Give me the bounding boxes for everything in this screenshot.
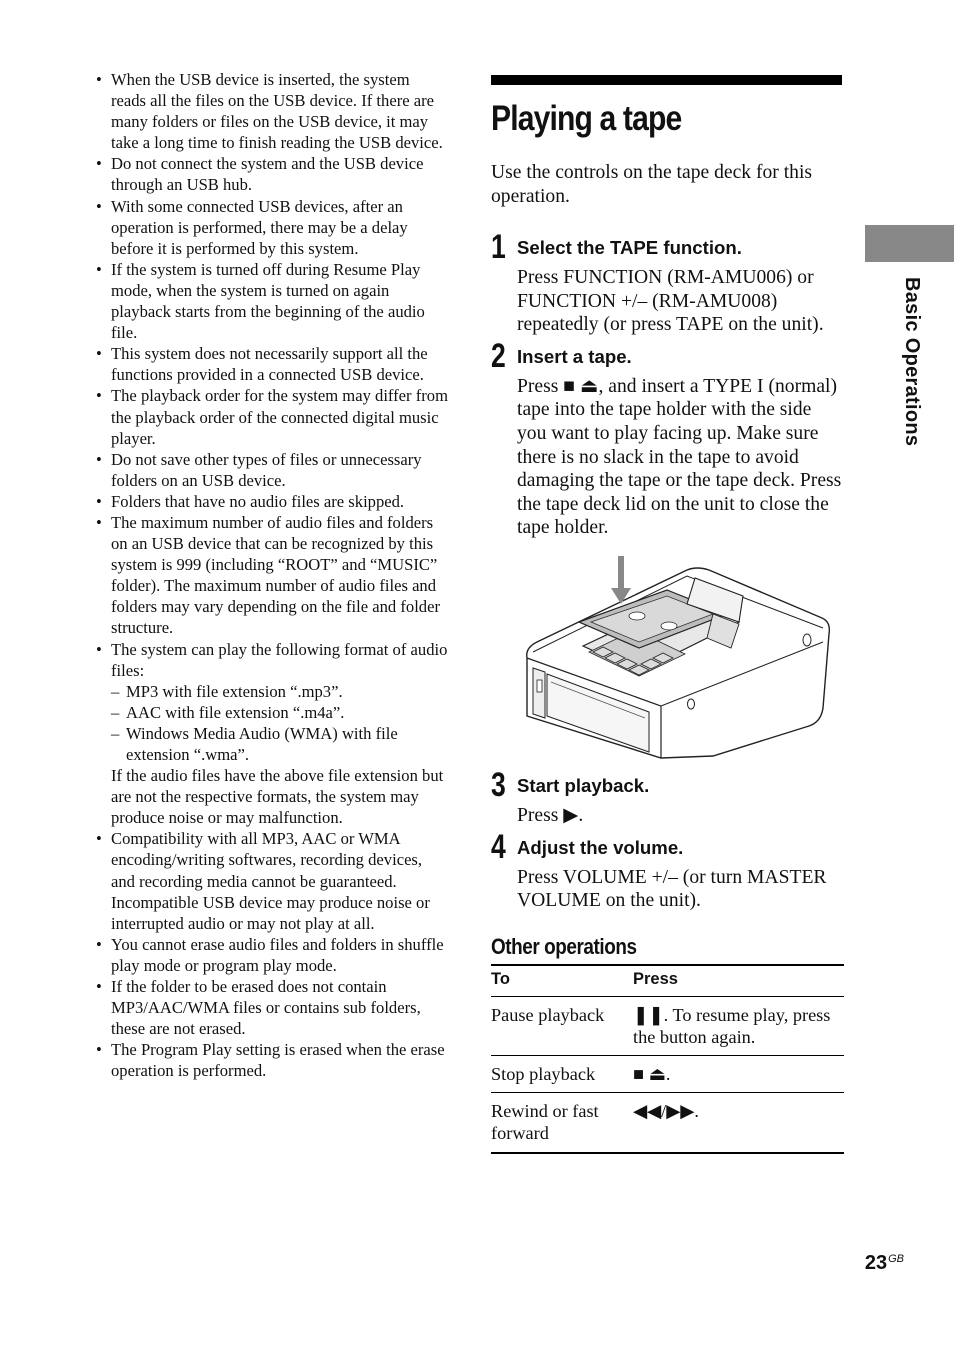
cell-to: Stop playback [491, 1055, 633, 1092]
list-item: • If the folder to be erased does not contain MP3/AAC/WMA files or contains sub folders, these are not erased. [96, 976, 448, 1039]
list-item: • The playback order for the system may differ from the playback order of the connected digital music player. [96, 385, 448, 448]
format-note: If the audio files have the above file extension but are not the respective formats, the system may produce noise or may malfunction. [111, 766, 444, 828]
step-heading: Adjust the volume. [517, 836, 684, 858]
tape-deck-illustration [517, 556, 837, 762]
list-item: • When the USB device is inserted, the system reads all the files on the USB device. If there are many folders or files on the USB device, it may take a long time to finish reading the USB device. [96, 69, 448, 153]
list-item: • Folders that have no audio files are skipped. [96, 491, 448, 512]
step-1 [491, 228, 844, 337]
format-sublist [111, 681, 448, 765]
cell-press: ■ ⏏. [633, 1055, 844, 1092]
step-heading: Start playback. [517, 774, 650, 796]
sublist-item: – Windows Media Audio (WMA) with file extension “.wma”. [111, 723, 448, 765]
table-header-row [491, 965, 844, 997]
sublist-item: – MP3 with file extension “.mp3”. [111, 681, 448, 702]
step-3 [491, 765, 844, 828]
notes-column [96, 69, 448, 1082]
section-label: Basic Operations [901, 277, 923, 447]
page-number [865, 1252, 904, 1275]
list-item: • The Program Play setting is erased when the erase operation is performed. [96, 1039, 448, 1081]
table-row [491, 1055, 844, 1092]
list-item: • Do not save other types of files or unnecessary folders on an USB device. [96, 449, 448, 491]
steps [491, 228, 844, 913]
column-header-to: To [491, 965, 633, 997]
step-number: 1 [491, 228, 506, 266]
list-item: • The system can play the following format of audio files: – MP3 with file extension “.mp3”. – AAC with file extension “.m4a”. – Windows Media Audio (WMA) with file extension “.wma”. If the audio files have the above file extension but are not the respective formats, the system may produce noise or may malfunction. [96, 639, 448, 829]
column-header-press: Press [633, 965, 844, 997]
cell-to: Pause playback [491, 996, 633, 1055]
title-rule [491, 75, 842, 85]
list-item: • Compatibility with all MP3, AAC or WMA encoding/writing softwares, recording devices, and recording media cannot be guaranteed. Incompatible USB device may produce noise or interrupted audio or may not play at all. [96, 828, 448, 933]
cell-to: Rewind or fast forward [491, 1092, 633, 1153]
step-heading: Insert a tape. [517, 345, 632, 367]
step-2 [491, 336, 844, 540]
step-body: Press ▶. [517, 804, 584, 826]
page-number-suffix: GB [888, 1253, 904, 1265]
step-heading: Select the TAPE function. [517, 237, 742, 258]
page-number-value: 23 [864, 1252, 888, 1274]
step-number: 3 [491, 765, 506, 804]
list-item: • You cannot erase audio files and folders in shuffle play mode or program play mode. [96, 934, 448, 976]
list-item: • The maximum number of audio files and folders on an USB device that can be recognized by this system is 999 (including “ROOT” and “MUSIC” folder). The maximum number of audio files and folders may vary depending on the file and folder structure. [96, 512, 448, 639]
intro-text: Use the controls on the tape deck for this operation. [491, 162, 813, 207]
step-body: Press FUNCTION (RM-AMU006) or FUNCTION +/– (RM-AMU008) repeatedly (or press TAPE on the unit). [517, 267, 824, 336]
list-item: • This system does not necessarily support all the functions provided in a connected USB device. [96, 343, 448, 385]
step-number: 2 [491, 336, 506, 375]
list-item: • If the system is turned off during Resume Play mode, when the system is turned on again playback starts from the beginning of the audio file. [96, 259, 448, 343]
table-row [491, 1092, 844, 1153]
cell-press: ❚❚. To resume play, press the button again. [633, 996, 844, 1055]
list-item: • With some connected USB devices, after an operation is performed, there may be a delay before it is performed by this system. [96, 196, 448, 259]
cell-press: ◀◀/▶▶. [633, 1092, 844, 1153]
step-number: 4 [491, 827, 506, 866]
section-tab [865, 225, 954, 262]
step-4 [491, 827, 844, 913]
step-body: Press ■ ⏏, and insert a TYPE I (normal) tape into the tape holder with the side you want to play facing up. Make sure there is no slack in the tape to avoid damaging the tape or the tape deck. Press the tape deck lid on the unit to close the tape holder. [517, 375, 842, 539]
page-title: Playing a tape [491, 99, 682, 138]
step-body: Press VOLUME +/– (or turn MASTER VOLUME on the unit). [517, 866, 827, 912]
notes-list [96, 69, 448, 1082]
tape-deck-icon [517, 556, 837, 762]
main-column [491, 75, 844, 1154]
operations-table [491, 964, 844, 1154]
other-operations-title: Other operations [491, 933, 637, 959]
sublist-item: – AAC with file extension “.m4a”. [111, 702, 448, 723]
table-row [491, 996, 844, 1055]
list-item: • Do not connect the system and the USB device through an USB hub. [96, 153, 448, 195]
